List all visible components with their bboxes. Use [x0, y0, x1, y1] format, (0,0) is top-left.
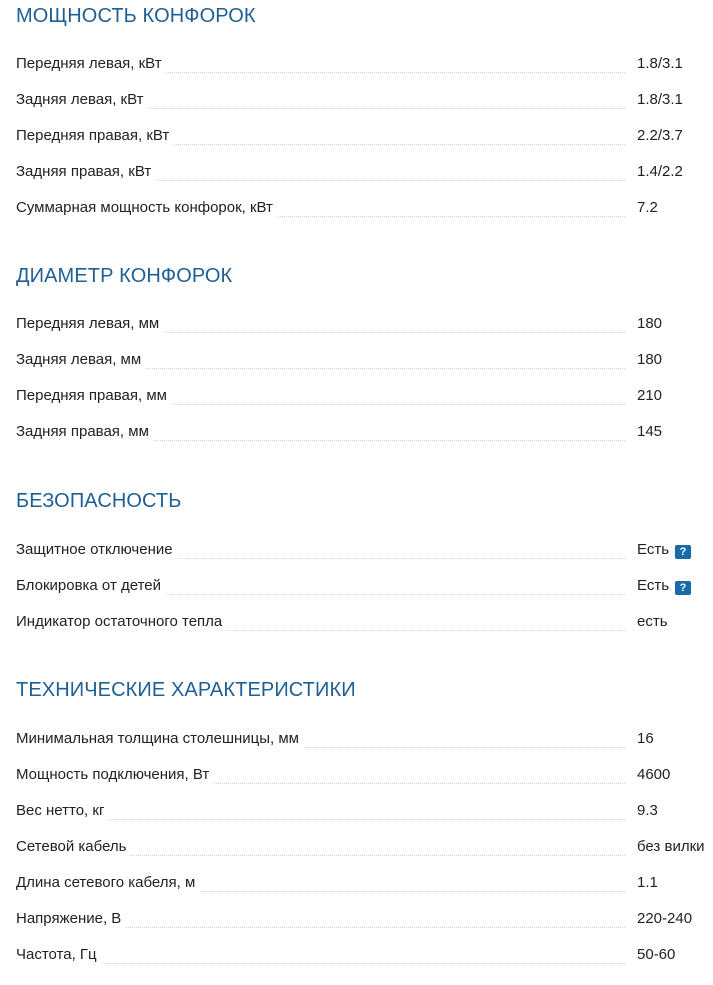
- spec-row: [16, 946, 713, 982]
- spec-label: Напряжение, В: [16, 910, 125, 928]
- spec-label: Вес нетто, кг: [16, 802, 108, 820]
- section-title: ТЕХНИЧЕСКИЕ ХАРАКТЕРИСТИКИ: [16, 679, 356, 701]
- section-burner-power: [16, 4, 713, 216]
- spec-row: [16, 55, 713, 91]
- spec-label: Задняя правая, мм: [16, 423, 153, 441]
- section-technical: [16, 678, 713, 963]
- section-title: БЕЗОПАСНОСТЬ: [16, 490, 182, 512]
- spec-label: Передняя левая, кВт: [16, 55, 166, 73]
- spec-value: 16: [637, 730, 654, 747]
- spec-row: [16, 127, 713, 163]
- spec-value: 180: [637, 315, 663, 332]
- spec-value: 1.4/2.2: [637, 163, 683, 180]
- spec-label: Задняя левая, кВт: [16, 91, 148, 109]
- spec-value: есть: [637, 613, 668, 630]
- spec-label: Блокировка от детей: [16, 577, 165, 595]
- spec-label: Задняя правая, кВт: [16, 163, 155, 181]
- spec-row: [16, 613, 713, 649]
- spec-value: 1.8/3.1: [637, 55, 683, 72]
- spec-value: без вилки: [637, 838, 705, 855]
- spec-value: 2.2/3.7: [637, 127, 683, 144]
- spec-value: Есть ?: [637, 541, 691, 559]
- spec-row: [16, 838, 713, 874]
- spec-value: 1.1: [637, 874, 658, 891]
- spec-row: [16, 423, 713, 459]
- spec-row: [16, 577, 713, 613]
- spec-row: [16, 387, 713, 423]
- spec-label: Передняя левая, мм: [16, 315, 163, 333]
- section-burner-diameter: [16, 264, 713, 440]
- spec-row: [16, 730, 713, 766]
- spec-row: [16, 199, 713, 235]
- spec-row: [16, 802, 713, 838]
- spec-row: [16, 541, 713, 577]
- spec-value: 145: [637, 423, 663, 440]
- help-icon[interactable]: ?: [675, 581, 691, 595]
- spec-label: Длина сетевого кабеля, м: [16, 874, 199, 892]
- spec-value: 9.3: [637, 802, 658, 819]
- spec-row: [16, 766, 713, 802]
- spec-row: [16, 163, 713, 199]
- help-icon[interactable]: ?: [675, 545, 691, 559]
- spec-value: Есть ?: [637, 577, 691, 595]
- spec-label: Минимальная толщина столешницы, мм: [16, 730, 303, 748]
- section-title: МОЩНОСТЬ КОНФОРОК: [16, 5, 256, 27]
- spec-value: 7.2: [637, 199, 658, 216]
- section-title: ДИАМЕТР КОНФОРОК: [16, 265, 233, 287]
- spec-label: Передняя правая, кВт: [16, 127, 173, 145]
- spec-value: 50-60: [637, 946, 676, 963]
- spec-value: 220-240: [637, 910, 693, 927]
- spec-label: Частота, Гц: [16, 946, 101, 964]
- spec-label: Передняя правая, мм: [16, 387, 171, 405]
- spec-value: 210: [637, 387, 663, 404]
- spec-label: Мощность подключения, Вт: [16, 766, 213, 784]
- spec-row: [16, 91, 713, 127]
- spec-value: 1.8/3.1: [637, 91, 683, 108]
- spec-row: [16, 910, 713, 946]
- spec-row: [16, 874, 713, 910]
- spec-row: [16, 315, 713, 351]
- spec-label: Суммарная мощность конфорок, кВт: [16, 199, 277, 217]
- spec-label: Задняя левая, мм: [16, 351, 145, 369]
- spec-value: 4600: [637, 766, 671, 783]
- spec-label: Защитное отключение: [16, 541, 177, 559]
- section-safety: [16, 489, 713, 630]
- spec-row: [16, 351, 713, 387]
- spec-value: 180: [637, 351, 663, 368]
- spec-label: Индикатор остаточного тепла: [16, 613, 226, 631]
- spec-label: Сетевой кабель: [16, 838, 130, 856]
